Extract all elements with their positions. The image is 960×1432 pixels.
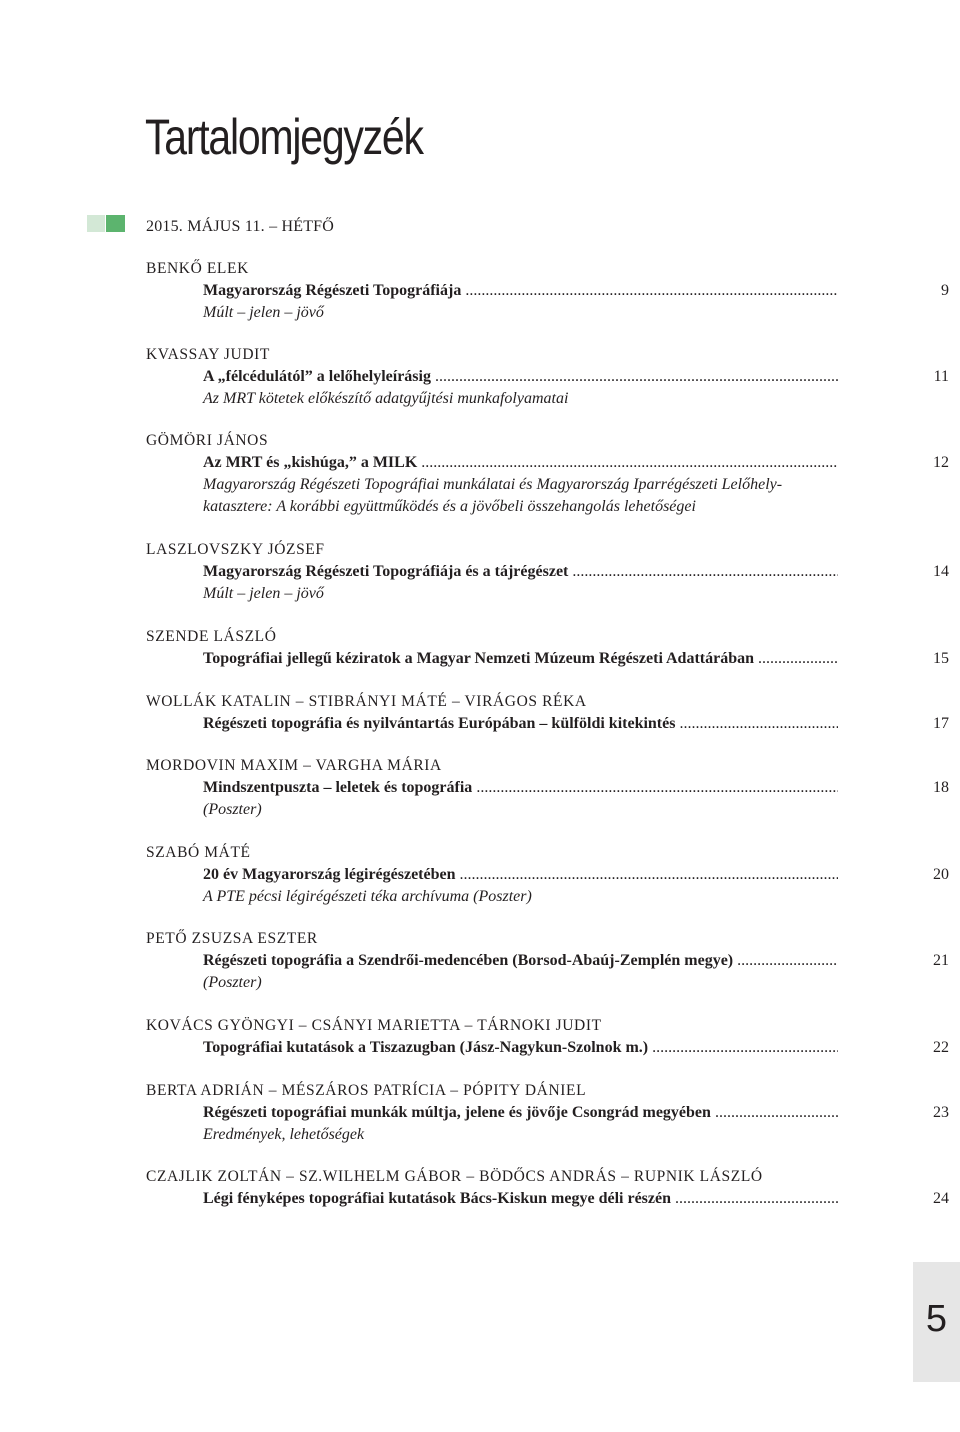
entry-authors: KVASSAY JUDIT bbox=[146, 346, 270, 363]
entry-authors: MORDOVIN MAXIM – VARGHA MÁRIA bbox=[146, 757, 442, 774]
entry-page: 11 bbox=[933, 368, 949, 385]
entry-title[interactable]: Magyarország Régészeti Topográfiája és a tájrégészet ..... bbox=[203, 561, 838, 583]
entry-title[interactable]: Régészeti topográfiai munkák múltja, jelene és jövője Csongrád megyében ..... bbox=[203, 1102, 838, 1124]
entry-page: 18 bbox=[933, 779, 949, 796]
entry-authors: LASZLOVSZKY JÓZSEF bbox=[146, 541, 325, 558]
entry-title[interactable]: Régészeti topográfia és nyilvántartás Európában – külföldi kitekintés ..... bbox=[203, 713, 838, 735]
day-header: 2015. MÁJUS 11. – HÉTFŐ bbox=[146, 218, 335, 235]
entry-page: 14 bbox=[933, 563, 949, 580]
entry-subtitle: Az MRT kötetek előkészítő adatgyűjtési munkafolyamatai bbox=[203, 390, 569, 407]
toc-entry[interactable] bbox=[146, 1166, 949, 1210]
section-marker-light bbox=[87, 215, 105, 232]
entry-authors: BENKŐ ELEK bbox=[146, 260, 249, 277]
entry-title[interactable]: Mindszentpuszta – leletek és topográfia ..... bbox=[203, 777, 838, 799]
entry-page: 9 bbox=[941, 282, 949, 299]
entry-subtitle: Magyarország Régészeti Topográfiai munkálatai és Magyarország Iparrégészeti Lelőhely-katasztere: A korábbi együttműködés és a jövőbeli összehangolás lehetőségei bbox=[203, 476, 783, 515]
entry-title[interactable]: Régészeti topográfia a Szendrői-medencében (Borsod-Abaúj-Zemplén megye) ..... bbox=[203, 950, 838, 972]
entry-subtitle: Múlt – jelen – jövő bbox=[203, 585, 324, 602]
page-title: Tartalomjegyzék bbox=[145, 109, 423, 165]
entry-subtitle: Eredmények, lehetőségek bbox=[203, 1126, 365, 1143]
entry-authors: CZAJLIK ZOLTÁN – SZ.WILHELM GÁBOR – BÖDŐCS ANDRÁS – RUPNIK LÁSZLÓ bbox=[146, 1168, 763, 1185]
entry-page: 24 bbox=[933, 1190, 949, 1207]
entry-title[interactable]: A „félcédulától” a lelőhelyleírásig ..... bbox=[203, 366, 838, 388]
entry-subtitle: (Poszter) bbox=[203, 974, 262, 991]
entry-page: 22 bbox=[933, 1039, 949, 1056]
entry-authors: PETŐ ZSUZSA ESZTER bbox=[146, 930, 318, 947]
toc-entry[interactable] bbox=[146, 755, 949, 821]
entry-title[interactable]: Topográfiai jellegű kéziratok a Magyar Nemzeti Múzeum Régészeti Adattárában ..... bbox=[203, 648, 838, 670]
entry-authors: BERTA ADRIÁN – MÉSZÁROS PATRÍCIA – PÓPITY DÁNIEL bbox=[146, 1082, 587, 1099]
entry-page: 21 bbox=[933, 952, 949, 969]
entry-page: 20 bbox=[933, 866, 949, 883]
page-number: 5 bbox=[925, 1298, 948, 1340]
toc-entry[interactable] bbox=[146, 1080, 949, 1146]
toc-entry[interactable] bbox=[146, 258, 949, 324]
entry-title[interactable]: Topográfiai kutatások a Tiszazugban (Jász-Nagykun-Szolnok m.) ..... bbox=[203, 1037, 838, 1059]
toc-entry[interactable] bbox=[146, 539, 949, 605]
entry-authors: SZENDE LÁSZLÓ bbox=[146, 628, 277, 645]
toc-entry[interactable] bbox=[146, 842, 949, 908]
entry-authors: WOLLÁK KATALIN – STIBRÁNYI MÁTÉ – VIRÁGOS RÉKA bbox=[146, 693, 587, 710]
toc-entry[interactable] bbox=[146, 430, 949, 518]
entry-title[interactable]: Magyarország Régészeti Topográfiája ..... bbox=[203, 280, 838, 302]
entry-subtitle: Múlt – jelen – jövő bbox=[203, 304, 324, 321]
entry-authors: SZABÓ MÁTÉ bbox=[146, 844, 251, 861]
entry-subtitle: A PTE pécsi légirégészeti téka archívuma (Poszter) bbox=[203, 888, 532, 905]
entry-authors: GÖMÖRI JÁNOS bbox=[146, 432, 269, 449]
entry-page: 12 bbox=[933, 454, 949, 471]
entry-page: 17 bbox=[933, 715, 949, 732]
entry-page: 23 bbox=[933, 1104, 949, 1121]
toc-entry[interactable] bbox=[146, 1015, 949, 1059]
toc-entry[interactable] bbox=[146, 344, 949, 410]
toc-entry[interactable] bbox=[146, 626, 949, 670]
toc-entry[interactable] bbox=[146, 928, 949, 994]
entry-subtitle: (Poszter) bbox=[203, 801, 262, 818]
entry-title[interactable]: Légi fényképes topográfiai kutatások Bács-Kiskun megye déli részén ..... bbox=[203, 1188, 838, 1210]
entry-title[interactable]: 20 év Magyarország légirégészetében ..... bbox=[203, 864, 838, 886]
entry-title[interactable]: Az MRT és „kishúga,” a MILK ..... bbox=[203, 452, 838, 474]
entry-authors: KOVÁCS GYÖNGYI – CSÁNYI MARIETTA – TÁRNOKI JUDIT bbox=[146, 1017, 602, 1034]
entry-page: 15 bbox=[933, 650, 949, 667]
section-marker-dark bbox=[106, 215, 125, 232]
toc-entry[interactable] bbox=[146, 691, 949, 735]
